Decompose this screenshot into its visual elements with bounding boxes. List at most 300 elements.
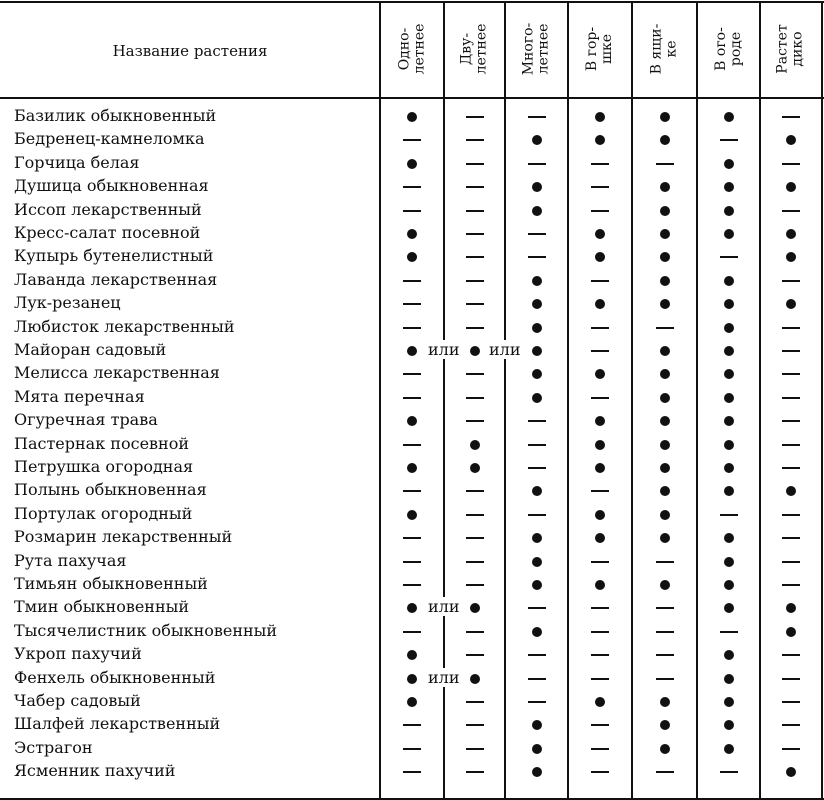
dot-mark [660, 744, 670, 754]
table-cell [654, 227, 676, 241]
dot-mark [660, 393, 670, 403]
table-cell [718, 531, 740, 545]
dash-mark [403, 373, 421, 375]
column-divider [759, 1, 761, 799]
table-cell [780, 625, 802, 639]
table-cell [401, 297, 423, 311]
table-cell [526, 601, 548, 615]
table-cell [589, 508, 611, 522]
dot-mark [660, 486, 670, 496]
dot-mark [724, 744, 734, 754]
plant-name: Мелисса лекарственная [14, 363, 220, 383]
table-cell [780, 274, 802, 288]
dot-mark [724, 674, 734, 684]
or-label: или [428, 597, 460, 617]
dash-mark [466, 724, 484, 726]
dash-mark [591, 280, 609, 282]
dash-mark [403, 139, 421, 141]
dot-mark [660, 440, 670, 450]
dot-mark [724, 580, 734, 590]
dash-mark [720, 256, 738, 258]
dash-mark [403, 280, 421, 282]
table-cell [589, 274, 611, 288]
table-cell [718, 625, 740, 639]
dash-mark [466, 210, 484, 212]
table-cell [401, 110, 423, 124]
table-cell [401, 718, 423, 732]
dot-mark [470, 346, 480, 356]
table-cell [780, 508, 802, 522]
table-cell [589, 438, 611, 452]
dash-mark [782, 210, 800, 212]
dot-mark [595, 510, 605, 520]
table-cell [464, 578, 486, 592]
dash-mark [466, 280, 484, 282]
dash-mark [403, 561, 421, 563]
table-cell [401, 555, 423, 569]
dot-mark [595, 440, 605, 450]
dot-mark [724, 603, 734, 613]
table-cell [654, 250, 676, 264]
table-cell [589, 133, 611, 147]
dot-mark [660, 206, 670, 216]
dot-mark [660, 346, 670, 356]
table-cell [526, 321, 548, 335]
plant-name: Горчица белая [14, 152, 140, 172]
table-cell [464, 414, 486, 428]
table-cell [780, 718, 802, 732]
dot-mark [532, 393, 542, 403]
table-cell [401, 461, 423, 475]
table-cell [589, 578, 611, 592]
table-cell [589, 204, 611, 218]
dash-mark [782, 748, 800, 750]
column-header-label: Растет дико [774, 24, 806, 74]
table-cell [654, 742, 676, 756]
table-cell [464, 695, 486, 709]
dot-mark [595, 252, 605, 262]
dash-mark [782, 420, 800, 422]
plant-name: Чабер садовый [14, 691, 141, 710]
dash-mark [466, 537, 484, 539]
table-cell [464, 601, 486, 615]
table-cell [464, 367, 486, 381]
dash-mark [466, 701, 484, 703]
dash-mark [403, 724, 421, 726]
dash-mark [403, 397, 421, 399]
table-cell [654, 601, 676, 615]
dash-mark [528, 678, 546, 680]
dash-mark [466, 397, 484, 399]
table-cell [718, 274, 740, 288]
dot-mark [724, 206, 734, 216]
plant-name: Мята перечная [14, 386, 145, 406]
table-cell [401, 180, 423, 194]
dot-mark [470, 440, 480, 450]
table-cell [780, 110, 802, 124]
table-cell [654, 718, 676, 732]
column-header-2 [444, 4, 505, 94]
dot-mark [660, 416, 670, 426]
column-header-5 [632, 4, 697, 94]
dot-mark [532, 369, 542, 379]
table-cell [526, 742, 548, 756]
table-cell [401, 484, 423, 498]
table-cell [589, 180, 611, 194]
table-cell [526, 297, 548, 311]
plant-name: Бедренец-камнеломка [14, 129, 205, 149]
dot-mark [470, 463, 480, 473]
table-cell [718, 344, 740, 358]
dash-mark [782, 467, 800, 469]
table-cell [718, 578, 740, 592]
table-cell [780, 555, 802, 569]
table-cell [718, 227, 740, 241]
dash-mark [656, 678, 674, 680]
dash-mark [782, 373, 800, 375]
table-cell [526, 391, 548, 405]
table-cell [589, 250, 611, 264]
table-cell [718, 180, 740, 194]
dash-mark [466, 116, 484, 118]
table-cell [401, 204, 423, 218]
table-cell [526, 461, 548, 475]
plant-name: Эстрагон [14, 737, 93, 757]
dash-mark [720, 631, 738, 633]
dash-mark [591, 210, 609, 212]
table-cell [589, 765, 611, 779]
table-cell [464, 157, 486, 171]
dot-mark [724, 533, 734, 543]
table-cell [464, 438, 486, 452]
dash-mark [403, 210, 421, 212]
table-cell [589, 648, 611, 662]
dot-mark [470, 674, 480, 684]
dot-mark [532, 580, 542, 590]
dot-mark [532, 720, 542, 730]
column-divider [567, 1, 569, 799]
table-cell [780, 765, 802, 779]
column-header-label: Дву- летнее [458, 23, 490, 75]
table-cell [718, 555, 740, 569]
dot-mark [595, 299, 605, 309]
dash-mark [466, 631, 484, 633]
plant-name: Лук-резанец [14, 293, 121, 313]
table-cell [589, 321, 611, 335]
table-cell [401, 414, 423, 428]
table-cell [526, 625, 548, 639]
table-cell [526, 133, 548, 147]
plant-name: Полынь обыкновенная [14, 480, 207, 500]
dot-mark [724, 440, 734, 450]
dot-mark [724, 159, 734, 169]
table-cell [589, 297, 611, 311]
dash-mark [591, 327, 609, 329]
table-cell [401, 742, 423, 756]
dot-mark [407, 463, 417, 473]
column-divider [821, 1, 823, 799]
table-cell [401, 133, 423, 147]
top-rule [0, 1, 824, 3]
column-divider [504, 1, 506, 799]
dash-mark [403, 444, 421, 446]
table-cell [526, 227, 548, 241]
dot-mark [532, 276, 542, 286]
or-label: или [428, 340, 460, 359]
table-cell [780, 180, 802, 194]
column-header-plant-name: Название растения [112, 42, 268, 60]
table-cell [780, 157, 802, 171]
table-cell [464, 321, 486, 335]
dash-mark [403, 631, 421, 633]
dash-mark [528, 163, 546, 165]
dash-mark [782, 701, 800, 703]
table-cell [780, 742, 802, 756]
dash-mark [656, 327, 674, 329]
table-cell [464, 180, 486, 194]
dot-mark [595, 580, 605, 590]
plant-name: Тимьян обыкновенный [14, 574, 208, 593]
table-cell [589, 695, 611, 709]
dash-mark [528, 233, 546, 235]
table-cell [464, 718, 486, 732]
table-cell [464, 555, 486, 569]
dash-mark [720, 514, 738, 516]
dash-mark [466, 748, 484, 750]
table-cell [780, 204, 802, 218]
table-cell [780, 414, 802, 428]
table-cell [401, 695, 423, 709]
dot-mark [786, 299, 796, 309]
dot-mark [660, 369, 670, 379]
dash-mark [782, 654, 800, 656]
dot-mark [724, 697, 734, 707]
table-cell [718, 648, 740, 662]
table-cell [718, 508, 740, 522]
dot-mark [660, 135, 670, 145]
table-cell [526, 672, 548, 686]
dash-mark [656, 607, 674, 609]
table-cell [526, 274, 548, 288]
table-cell [780, 297, 802, 311]
table-cell [526, 765, 548, 779]
dot-mark [532, 135, 542, 145]
dot-mark [786, 229, 796, 239]
dot-mark [660, 463, 670, 473]
table-cell [526, 484, 548, 498]
table-cell [589, 555, 611, 569]
dash-mark [782, 397, 800, 399]
table-cell [780, 601, 802, 615]
table-cell [401, 531, 423, 545]
plant-name: Шалфей лекарственный [14, 714, 221, 734]
dash-mark [782, 561, 800, 563]
dot-mark [786, 627, 796, 637]
dot-mark [724, 346, 734, 356]
column-header-7 [760, 4, 822, 94]
dash-mark [656, 771, 674, 773]
table-cell [589, 742, 611, 756]
dot-mark [724, 369, 734, 379]
dot-mark [532, 557, 542, 567]
table-cell [526, 695, 548, 709]
dot-mark [532, 744, 542, 754]
table-cell [401, 367, 423, 381]
dash-mark [528, 256, 546, 258]
table-cell [780, 321, 802, 335]
table-cell [718, 367, 740, 381]
dot-mark [660, 112, 670, 122]
or-label: или [428, 667, 460, 687]
dot-mark [724, 557, 734, 567]
plant-name: Майоран садовый [14, 340, 167, 359]
dash-mark [466, 561, 484, 563]
table-cell [464, 133, 486, 147]
dot-mark [407, 229, 417, 239]
plant-name: Фенхель обыкновенный [14, 667, 216, 687]
table-cell [401, 250, 423, 264]
table-cell [718, 484, 740, 498]
table-cell [654, 391, 676, 405]
table-cell [718, 391, 740, 405]
table-cell [401, 601, 423, 615]
dash-mark [403, 771, 421, 773]
column-divider [379, 1, 381, 799]
table-cell [718, 133, 740, 147]
dot-mark [660, 697, 670, 707]
table-cell [464, 648, 486, 662]
dot-mark [786, 767, 796, 777]
dot-mark [532, 533, 542, 543]
table-cell [654, 133, 676, 147]
dot-mark [724, 182, 734, 192]
table-cell [654, 110, 676, 124]
table-cell [654, 414, 676, 428]
dot-mark [532, 299, 542, 309]
table-cell [654, 367, 676, 381]
table-cell [464, 672, 486, 686]
dash-mark [782, 678, 800, 680]
dot-mark [407, 252, 417, 262]
table-cell [589, 625, 611, 639]
table-cell [589, 414, 611, 428]
column-header-label: В ого- роде [712, 27, 744, 71]
table-cell [401, 391, 423, 405]
table-cell [464, 484, 486, 498]
dash-mark [782, 584, 800, 586]
dash-mark [403, 303, 421, 305]
dash-mark [591, 607, 609, 609]
plant-name: Тмин обыкновенный [14, 597, 190, 617]
plant-name: Лаванда лекарственная [14, 269, 218, 289]
table-cell [526, 578, 548, 592]
table-cell [464, 250, 486, 264]
dot-mark [532, 206, 542, 216]
table-cell [654, 297, 676, 311]
dot-mark [595, 416, 605, 426]
table-cell [780, 484, 802, 498]
dash-mark [782, 350, 800, 352]
dot-mark [660, 580, 670, 590]
dash-mark [466, 490, 484, 492]
dot-mark [407, 416, 417, 426]
dash-mark [466, 420, 484, 422]
plant-name: Огуречная трава [14, 410, 158, 430]
table-cell [654, 438, 676, 452]
dash-mark [656, 163, 674, 165]
dash-mark [720, 771, 738, 773]
table-cell [654, 695, 676, 709]
dash-mark [591, 397, 609, 399]
table-cell [464, 344, 486, 358]
dash-mark [720, 139, 738, 141]
dash-mark [528, 514, 546, 516]
table-cell [718, 250, 740, 264]
dot-mark [660, 182, 670, 192]
plant-name: Пастернак посевной [14, 433, 189, 453]
table-cell [654, 555, 676, 569]
dot-mark [595, 229, 605, 239]
table-cell [464, 227, 486, 241]
dash-mark [656, 654, 674, 656]
dash-mark [591, 748, 609, 750]
dash-mark [466, 771, 484, 773]
table-cell [654, 648, 676, 662]
table-cell [464, 461, 486, 475]
table-cell [589, 672, 611, 686]
table-cell [526, 180, 548, 194]
table-cell [464, 204, 486, 218]
table-cell [464, 765, 486, 779]
table-cell [589, 601, 611, 615]
table-cell [526, 438, 548, 452]
table-cell [718, 157, 740, 171]
plant-name: Рута пахучая [14, 550, 127, 570]
column-header-label: Одно- летнее [395, 23, 427, 75]
table-cell [780, 391, 802, 405]
table-cell [464, 742, 486, 756]
table-cell [526, 367, 548, 381]
dot-mark [660, 229, 670, 239]
plant-name: Базилик обыкновенный [14, 106, 217, 125]
dot-mark [407, 674, 417, 684]
table-cell [654, 508, 676, 522]
table-cell [464, 391, 486, 405]
table-cell [780, 227, 802, 241]
plant-name: Купырь бутенелистный [14, 246, 214, 266]
dot-mark [595, 112, 605, 122]
dash-mark [466, 373, 484, 375]
dash-mark [528, 116, 546, 118]
table-cell [718, 695, 740, 709]
plant-name: Любисток лекарственный [14, 316, 235, 336]
table-cell [589, 484, 611, 498]
dash-mark [528, 467, 546, 469]
dash-mark [466, 186, 484, 188]
dash-mark [403, 584, 421, 586]
table-cell [401, 274, 423, 288]
table-cell [780, 438, 802, 452]
dash-mark [466, 256, 484, 258]
dot-mark [786, 252, 796, 262]
table-cell [654, 180, 676, 194]
dot-mark [407, 346, 417, 356]
table-cell [718, 742, 740, 756]
dash-mark [591, 163, 609, 165]
dash-mark [782, 514, 800, 516]
table-cell [526, 555, 548, 569]
dot-mark [724, 650, 734, 660]
